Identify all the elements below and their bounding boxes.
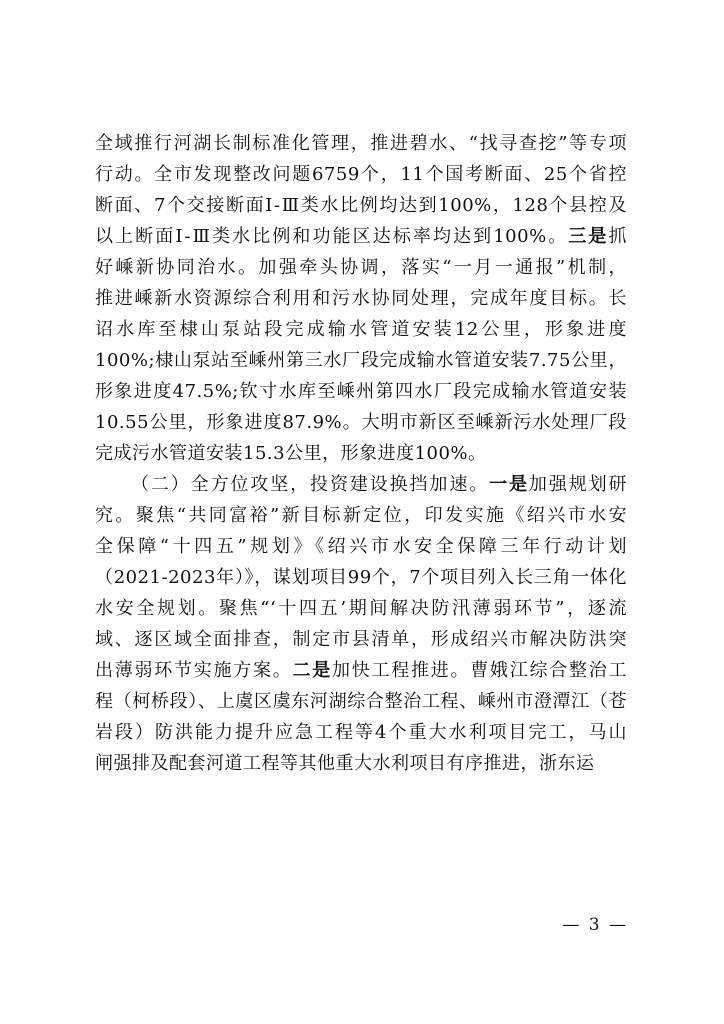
page-number: — 3 — bbox=[562, 915, 628, 935]
bold-phrase: 二是 bbox=[292, 660, 332, 681]
bold-phrase: 三是 bbox=[568, 226, 609, 247]
text-line bbox=[95, 252, 627, 283]
text-segment: 全域推行河湖长制标准化管理，推进碧水、“找寻查挖”等专项 bbox=[95, 133, 627, 154]
text-line bbox=[95, 562, 627, 593]
text-segment: 水安全规划。聚焦“‘十四五’期间解决防汛薄弱环节”，逐流 bbox=[95, 598, 627, 619]
text-segment: 诏水库至棣山泵站段完成输水管道安装12公里，形象进度 bbox=[95, 319, 627, 340]
text-line bbox=[95, 190, 627, 221]
text-segment: 断面、7个交接断面Ⅰ-Ⅲ类水比例均达到100%，128个县控及 bbox=[95, 195, 627, 216]
text-segment: 以上断面Ⅰ-Ⅲ类水比例和功能区达标率均达到100%。 bbox=[95, 226, 569, 247]
text-line bbox=[95, 221, 627, 252]
text-line bbox=[95, 469, 627, 500]
bold-phrase: 一是 bbox=[489, 474, 529, 495]
text-line bbox=[95, 345, 627, 376]
document-body bbox=[95, 128, 627, 779]
text-segment: 100%;棣山泵站至嵊州第三水厂段完成输水管道安装7.75公里， bbox=[95, 350, 627, 371]
text-line bbox=[95, 283, 627, 314]
paragraph bbox=[95, 469, 627, 779]
text-segment: （二）全方位攻坚，投资建设换挡加速。 bbox=[131, 474, 490, 495]
text-segment: 加强规划研 bbox=[528, 474, 628, 495]
text-segment: 究。聚焦“共同富裕”新目标新定位，印发实施《绍兴市水安 bbox=[95, 505, 627, 526]
paragraph bbox=[95, 128, 627, 469]
text-line bbox=[95, 438, 627, 469]
text-line bbox=[95, 593, 627, 624]
text-line bbox=[95, 624, 627, 655]
text-line bbox=[95, 531, 627, 562]
text-segment: 完成污水管道安装15.3公里，形象进度100%。 bbox=[95, 443, 487, 464]
text-line bbox=[95, 376, 627, 407]
text-line bbox=[95, 407, 627, 438]
text-segment: 岩段）防洪能力提升应急工程等4个重大水利项目完工，马山 bbox=[95, 722, 627, 743]
text-line bbox=[95, 500, 627, 531]
text-segment: 程（柯桥段）、上虞区虞东河湖综合整治工程、嵊州市澄潭江（苍 bbox=[95, 691, 627, 712]
text-segment: 10.55公里，形象进度87.9%。大明市新区至嵊新污水处理厂段 bbox=[95, 412, 627, 433]
text-line bbox=[95, 686, 627, 717]
text-segment: 推进嵊新水资源综合利用和污水协同处理，完成年度目标。长 bbox=[95, 288, 627, 309]
text-segment: 形象进度47.5%;钦寸水库至嵊州第四水厂段完成输水管道安装 bbox=[95, 381, 627, 402]
text-segment: 出薄弱环节实施方案。 bbox=[95, 660, 293, 681]
text-segment: 好嵊新协同治水。加强牵头协调，落实“一月一通报”机制， bbox=[95, 257, 627, 278]
text-segment: 抓 bbox=[608, 226, 628, 247]
text-segment: 闸强排及配套河道工程等其他重大水利项目有序推进，浙东运 bbox=[95, 753, 595, 774]
text-line bbox=[95, 717, 627, 748]
text-line bbox=[95, 314, 627, 345]
text-segment: 行动。全市发现整改问题6759个，11个国考断面、25个省控 bbox=[95, 164, 627, 185]
text-line bbox=[95, 655, 627, 686]
text-segment: （2021-2023年）》，谋划项目99个，7个项目列入长三角一体化 bbox=[95, 567, 627, 588]
text-line bbox=[95, 159, 627, 190]
text-segment: 加快工程推进。曹娥江综合整治工 bbox=[332, 660, 627, 681]
text-segment: 全保障“十四五”规划》《绍兴市水安全保障三年行动计划 bbox=[95, 536, 627, 557]
text-line bbox=[95, 748, 627, 779]
text-segment: 域、逐区域全面排查，制定市县清单，形成绍兴市解决防洪突 bbox=[95, 629, 627, 650]
text-line bbox=[95, 128, 627, 159]
